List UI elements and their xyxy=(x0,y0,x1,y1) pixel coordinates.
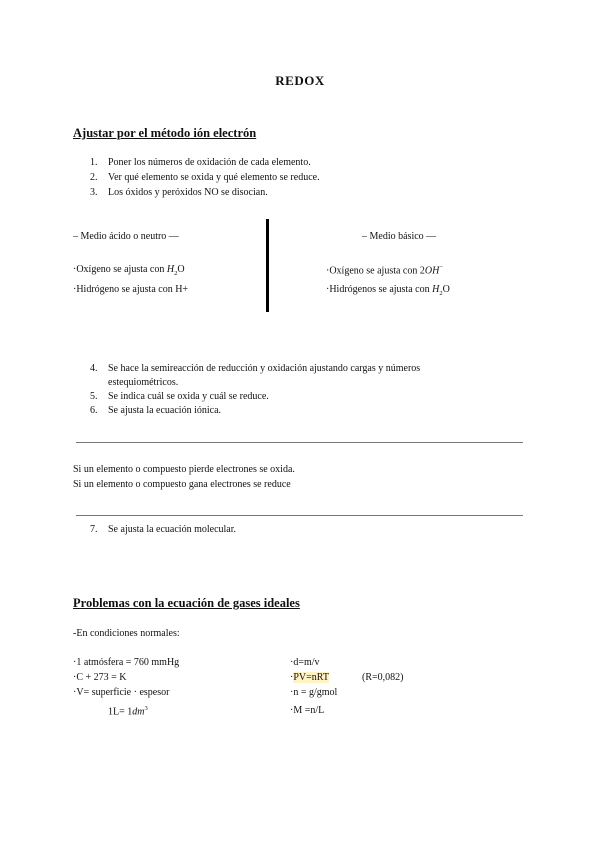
list-item xyxy=(90,524,236,535)
formula-subscript: 2 xyxy=(174,270,178,277)
bullet-dot: · xyxy=(290,672,294,683)
list-item xyxy=(90,405,221,416)
unit-superscript: 3 xyxy=(144,705,148,712)
list-text: Se indica cuál se oxida y cuál se reduce. xyxy=(108,391,269,402)
atm-equivalence: ·1 atmósfera = 760 mmHg xyxy=(73,657,180,668)
liter-equivalence xyxy=(108,705,148,717)
formula-h: H xyxy=(166,264,175,275)
list-text: Se ajusta la ecuación iónica. xyxy=(108,405,222,416)
volume-formula: ·V= superficie · espesor xyxy=(73,687,170,698)
basic-hydrogen-text: ·Hidrógenos se ajusta con xyxy=(326,284,433,295)
list-number: 7. xyxy=(90,524,98,535)
formula-oh: OH xyxy=(424,265,440,277)
formula-superscript: − xyxy=(439,264,443,271)
density-formula: ·d=m/v xyxy=(290,657,320,668)
molarity-formula: ·M =n/L xyxy=(290,705,325,716)
list-item xyxy=(90,391,269,402)
section-heading-redox: Ajustar por el método ión electrón xyxy=(73,126,257,140)
page-title: REDOX xyxy=(275,73,325,88)
divider xyxy=(76,515,523,516)
column-divider xyxy=(266,219,269,312)
conditions-subheading: -En condiciones normales: xyxy=(73,628,180,639)
formula-o: O xyxy=(442,284,450,295)
acid-hydrogen-rule: ·Hidrógeno se ajusta con H+ xyxy=(73,284,189,295)
list-text: Poner los números de oxidación de cada elemento. xyxy=(108,157,311,168)
celsius-kelvin: ·C + 273 = K xyxy=(73,672,127,683)
list-number: 1. xyxy=(90,157,98,168)
liter-text: 1L= 1 xyxy=(108,706,133,718)
basic-oxygen-text: ·Oxígeno se ajusta con 2 xyxy=(326,265,425,277)
list-text-continuation: estequiométricos. xyxy=(108,377,179,388)
list-number: 5. xyxy=(90,391,98,402)
formula-h: H xyxy=(432,284,440,295)
acid-medium-header: – Medio ácido o neutro — xyxy=(73,231,179,242)
divider xyxy=(76,442,523,443)
basic-oxygen-rule xyxy=(326,264,443,276)
note-oxidation: Si un elemento o compuesto pierde electrones se oxida. xyxy=(73,464,295,475)
basic-medium-header: – Medio básico — xyxy=(362,231,437,242)
list-number: 2. xyxy=(90,172,98,183)
list-text: Se ajusta la ecuación molecular. xyxy=(108,524,237,535)
list-item xyxy=(90,157,311,168)
list-number: 4. xyxy=(90,363,98,374)
highlighted-formula: PV=nRT xyxy=(293,672,329,683)
gas-constant: (R=0,082) xyxy=(362,672,404,683)
basic-hydrogen-rule xyxy=(326,284,450,297)
section-heading-gases: Problemas con la ecuación de gases ideales xyxy=(73,596,300,610)
list-text: Los óxidos y peróxidos NO se disocian. xyxy=(108,187,268,198)
formula-o: O xyxy=(177,264,185,275)
list-item xyxy=(90,187,268,198)
acid-oxygen-text: ·Oxígeno se ajusta con xyxy=(73,264,167,275)
list-item xyxy=(90,172,320,183)
moles-formula: ·n = g/gmol xyxy=(290,687,338,698)
list-number: 3. xyxy=(90,187,98,198)
note-reduction: Si un elemento o compuesto gana electrones se reduce xyxy=(73,479,291,490)
list-number: 6. xyxy=(90,405,98,416)
list-text: Se hace la semireacción de reducción y oxidación ajustando cargas y números xyxy=(108,363,421,374)
acid-oxygen-rule xyxy=(73,264,185,277)
list-item xyxy=(90,363,420,374)
formula-subscript: 2 xyxy=(439,290,443,297)
unit-dm: dm xyxy=(132,706,145,718)
ideal-gas-law xyxy=(290,672,329,683)
list-text: Ver qué elemento se oxida y qué elemento se reduce. xyxy=(108,172,320,183)
